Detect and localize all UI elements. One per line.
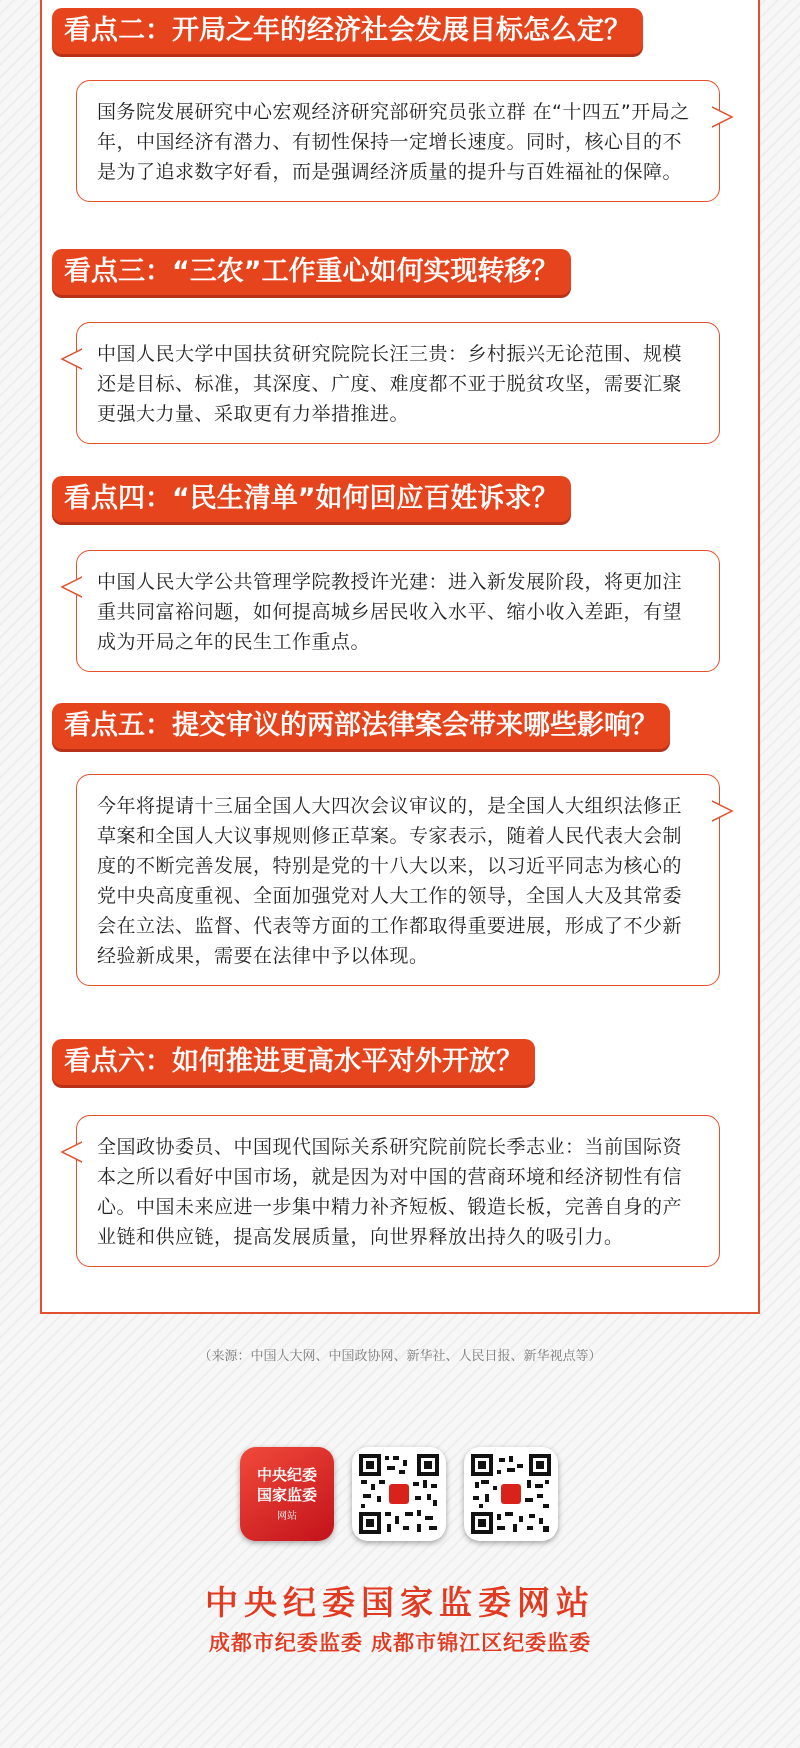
bubble-tail-icon <box>60 1140 82 1164</box>
footer-title: 中央纪委国家监委网站 <box>205 1583 595 1622</box>
section-heading: 看点三：“三农”工作重心如何实现转移？ <box>52 249 571 295</box>
quote-text: 中国人民大学中国扶贫研究院院长汪三贵：乡村振兴无论范围、规模还是目标、标准，其深度、广度、难度都不亚于脱贫攻坚，需要汇聚更强大力量、采取更有力举措推进。 <box>97 343 683 425</box>
qr-code-icon <box>359 1454 439 1534</box>
quote-text: 中国人民大学公共管理学院教授许光建：进入新发展阶段，将更加注重共同富裕问题，如何提高城乡居民收入水平、缩小收入差距，有望成为开局之年的民生工作重点。 <box>97 571 683 653</box>
qr-code[interactable] <box>352 1447 446 1541</box>
section-heading: 看点五：提交审议的两部法律案会带来哪些影响？ <box>52 703 670 749</box>
section-heading: 看点二：开局之年的经济社会发展目标怎么定？ <box>52 8 643 54</box>
quote-text: 今年将提请十三届全国人大四次会议审议的，是全国人大组织法修正草案和全国人大议事规则修正草案。专家表示，随着人民代表大会制度的不断完善发展，特别是党的十八大以来，以习近平同志为核心的党中央高度重视、全面加强党对人大工作的领导，全国人大及其常委会在立法、监督、代表等方面的工作都取得重要进展，形成了不少新经验新成果，需要在法律中予以体现。 <box>97 795 683 967</box>
qr-code-icon <box>471 1454 551 1534</box>
logo-line: 国家监委 <box>256 1486 317 1504</box>
quote-bubble <box>76 1115 720 1267</box>
bubble-tail-icon <box>712 799 734 823</box>
quote-text: 全国政协委员、中国现代国际关系研究院前院长季志业：当前国际资本之所以看好中国市场，就是因为对中国的营商环境和经济韧性有信心。中国未来应进一步集中精力补齐短板、锻造长板，完善自身的产业链和供应链，提高发展质量，向世界释放出持久的吸引力。 <box>97 1136 683 1248</box>
bubble-tail-icon <box>60 575 82 599</box>
logo-line: 中央纪委 <box>256 1466 317 1484</box>
quote-bubble <box>76 80 720 202</box>
quote-text: 国务院发展研究中心宏观经济研究部研究员张立群 在“十四五”开局之年，中国经济有潜力、有韧性保持一定增长速度。同时，核心目的不是为了追求数字好看，而是强调经济质量的提升与百姓福祉的保障。 <box>97 101 690 183</box>
quote-bubble <box>76 550 720 672</box>
logo-line: 网站 <box>277 1511 297 1522</box>
site-logo[interactable] <box>240 1447 334 1541</box>
logo-row <box>240 1447 560 1547</box>
quote-bubble <box>76 774 720 986</box>
qr-code[interactable] <box>464 1447 558 1541</box>
footer-subtitle: 成都市纪委监委 成都市锦江区纪委监委 <box>208 1631 592 1655</box>
section-heading: 看点四：“民生清单”如何回应百姓诉求？ <box>52 476 571 522</box>
bubble-tail-icon <box>60 347 82 371</box>
bubble-tail-icon <box>712 105 734 129</box>
quote-bubble <box>76 322 720 444</box>
source-note: （来源：中国人大网、中国政协网、新华社、人民日报、新华视点等） <box>198 1349 602 1364</box>
section-heading: 看点六：如何推进更高水平对外开放？ <box>52 1039 535 1085</box>
